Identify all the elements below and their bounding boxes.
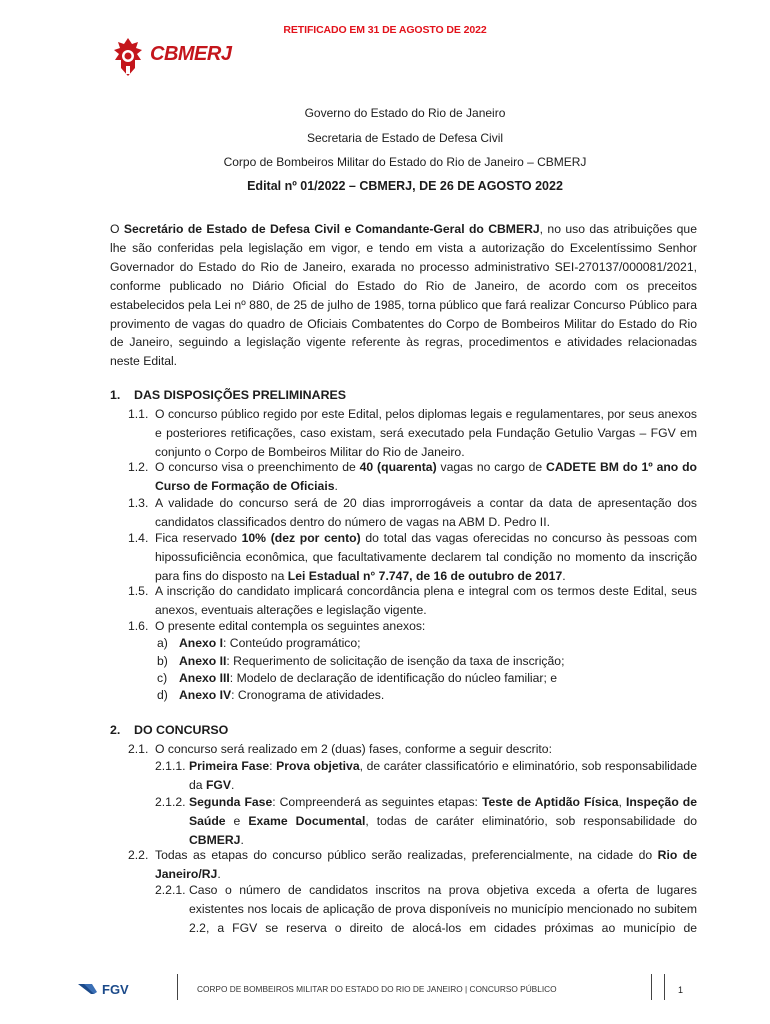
item-1-6-text: O presente edital contempla os seguintes anexos:	[155, 619, 426, 633]
header-government: Governo do Estado do Rio de Janeiro	[304, 106, 506, 120]
fgv-logo-icon	[78, 982, 148, 996]
page-number: 1	[678, 985, 684, 995]
item-1-2-text: O concurso visa o preenchimento de 40 (quarenta) vagas no cargo de CADETE BM do 1º ano do Curso de Formação de Oficiais.	[155, 460, 697, 493]
header-secretaria: Secretaria de Estado de Defesa Civil	[306, 131, 504, 145]
footer-divider-right-1	[651, 974, 652, 1000]
intro-paragraph: O Secretário de Estado de Defesa Civil e Comandante-Geral do CBMERJ, no uso das atribuições que lhe são conferidas pela legislação em vigor, e tendo em vista a autorização do Excelentíssimo Senhor Governador do Estado do Rio de Janeiro, exarada no processo administrativo SEI-270137/000081/2021, conforme publicado no Diário Oficial do Estado do Rio de Janeiro, de acordo com os preceitos estabelecidos pela Lei nº 880, de 25 de julho de 1985, torna público que fará realizar Concurso Público para provimento de vagas do quadro de Oficiais Combatentes do Corpo de Bombeiros Militar do Estado do Rio de Janeiro, seguindo a legislação vigente referente às regras, procedimentos e atividades relacionadas neste Edital.	[110, 222, 697, 369]
item-2-2-1-number: 2.2.1.	[155, 883, 186, 897]
footer-divider-right-2	[664, 974, 665, 1000]
item-2-2-number: 2.2.	[128, 848, 149, 862]
item-1-4-text: Fica reservado 10% (dez por cento) do total das vagas oferecidas no concurso às pessoas com hipossuficiência econômica, que facultativamente declarem tal condição no momento da inscrição para fins do disposto na Lei Estadual n° 7.747, de 16 de outubro de 2017.	[155, 531, 698, 583]
item-2-1-1-text: Primeira Fase: Prova objetiva, de caráter classificatório e eliminatório, sob responsabilidade da FGV.	[189, 759, 697, 792]
cbmerj-logo	[108, 36, 238, 80]
item-1-2-number: 1.2.	[128, 460, 149, 474]
svg-text:FGV: FGV	[102, 982, 129, 996]
edital-title: Edital nº 01/2022 – CBMERJ, DE 26 DE AGOSTO 2022	[247, 179, 563, 193]
anexo-b-letter: b)	[157, 654, 168, 668]
anexo-d-letter: d)	[157, 688, 168, 702]
item-2-1-2-text: Segunda Fase: Compreenderá as seguintes etapas: Teste de Aptidão Física, Inspeção de Saúde e Exame Documental, todas de caráter eliminatório, sob responsabilidade do CBMERJ.	[189, 795, 698, 847]
footer-text: CORPO DE BOMBEIROS MILITAR DO ESTADO DO RIO DE JANEIRO | CONCURSO PÚBLICO	[197, 984, 557, 994]
item-2-1-1-number: 2.1.1.	[155, 759, 186, 773]
anexo-a-text: Anexo I: Conteúdo programático;	[179, 636, 361, 650]
anexo-b-text: Anexo II: Requerimento de solicitação de isenção da taxa de inscrição;	[179, 654, 565, 668]
anexo-c-text: Anexo III: Modelo de declaração de identificação do núcleo familiar; e	[179, 671, 558, 685]
section-1-number: 1.	[110, 388, 121, 402]
anexo-d-text: Anexo IV: Cronograma de atividades.	[179, 688, 385, 702]
header-corpo: Corpo de Bombeiros Militar do Estado do Rio de Janeiro – CBMERJ	[223, 155, 587, 169]
section-1-title: DAS DISPOSIÇÕES PRELIMINARES	[134, 388, 347, 402]
item-2-2-text: Todas as etapas do concurso público serão realizadas, preferencialmente, na cidade do Rio de Janeiro/RJ.	[155, 848, 697, 881]
item-1-4-number: 1.4.	[128, 531, 149, 545]
anexo-c-letter: c)	[157, 671, 168, 685]
item-1-1-number: 1.1.	[128, 407, 149, 421]
item-2-2-1-text: Caso o número de candidatos inscritos na prova objetiva exceda a oferta de lugares existentes nos locais de aplicação de prova disponíveis no município mencionado no subitem 2.2, a FGV se reserva o direito de alocá-los em cidades próximas ao município de	[189, 883, 697, 935]
anexo-a-letter: a)	[157, 636, 168, 650]
item-1-5-text: A inscrição do candidato implicará concordância plena e integral com os termos deste Edital, seus anexos, eventuais alterações e legislação vigente.	[155, 584, 697, 617]
item-1-1-text: O concurso público regido por este Edital, pelos diplomas legais e regulamentares, por seus anexos e posteriores retificações, caso existam, será executado pela Fundação Getulio Vargas – FGV em conjunto o Corpo de Bombeiros Militar do Rio de Janeiro.	[155, 407, 697, 459]
section-2-title: DO CONCURSO	[134, 723, 229, 737]
logo-text: CBMERJ	[150, 43, 232, 65]
item-1-3-text: A validade do concurso será de 20 dias improrrogáveis a contar da data de apresentação dos candidatos classificados dentro do número de vagas na ABM D. Pedro II.	[155, 496, 697, 529]
retificado-notice: RETIFICADO EM 31 DE AGOSTO DE 2022	[283, 24, 487, 36]
item-1-5-number: 1.5.	[128, 584, 149, 598]
section-2-number: 2.	[110, 723, 121, 737]
footer-divider-left	[177, 974, 178, 1000]
fgv-logo	[78, 982, 148, 996]
item-2-1-2-number: 2.1.2.	[155, 795, 186, 809]
cbmerj-emblem-icon	[108, 36, 148, 80]
item-2-1-number: 2.1.	[128, 742, 149, 756]
item-1-3-number: 1.3.	[128, 496, 149, 510]
item-2-1-text: O concurso será realizado em 2 (duas) fases, conforme a seguir descrito:	[155, 742, 552, 756]
item-1-6-number: 1.6.	[128, 619, 149, 633]
